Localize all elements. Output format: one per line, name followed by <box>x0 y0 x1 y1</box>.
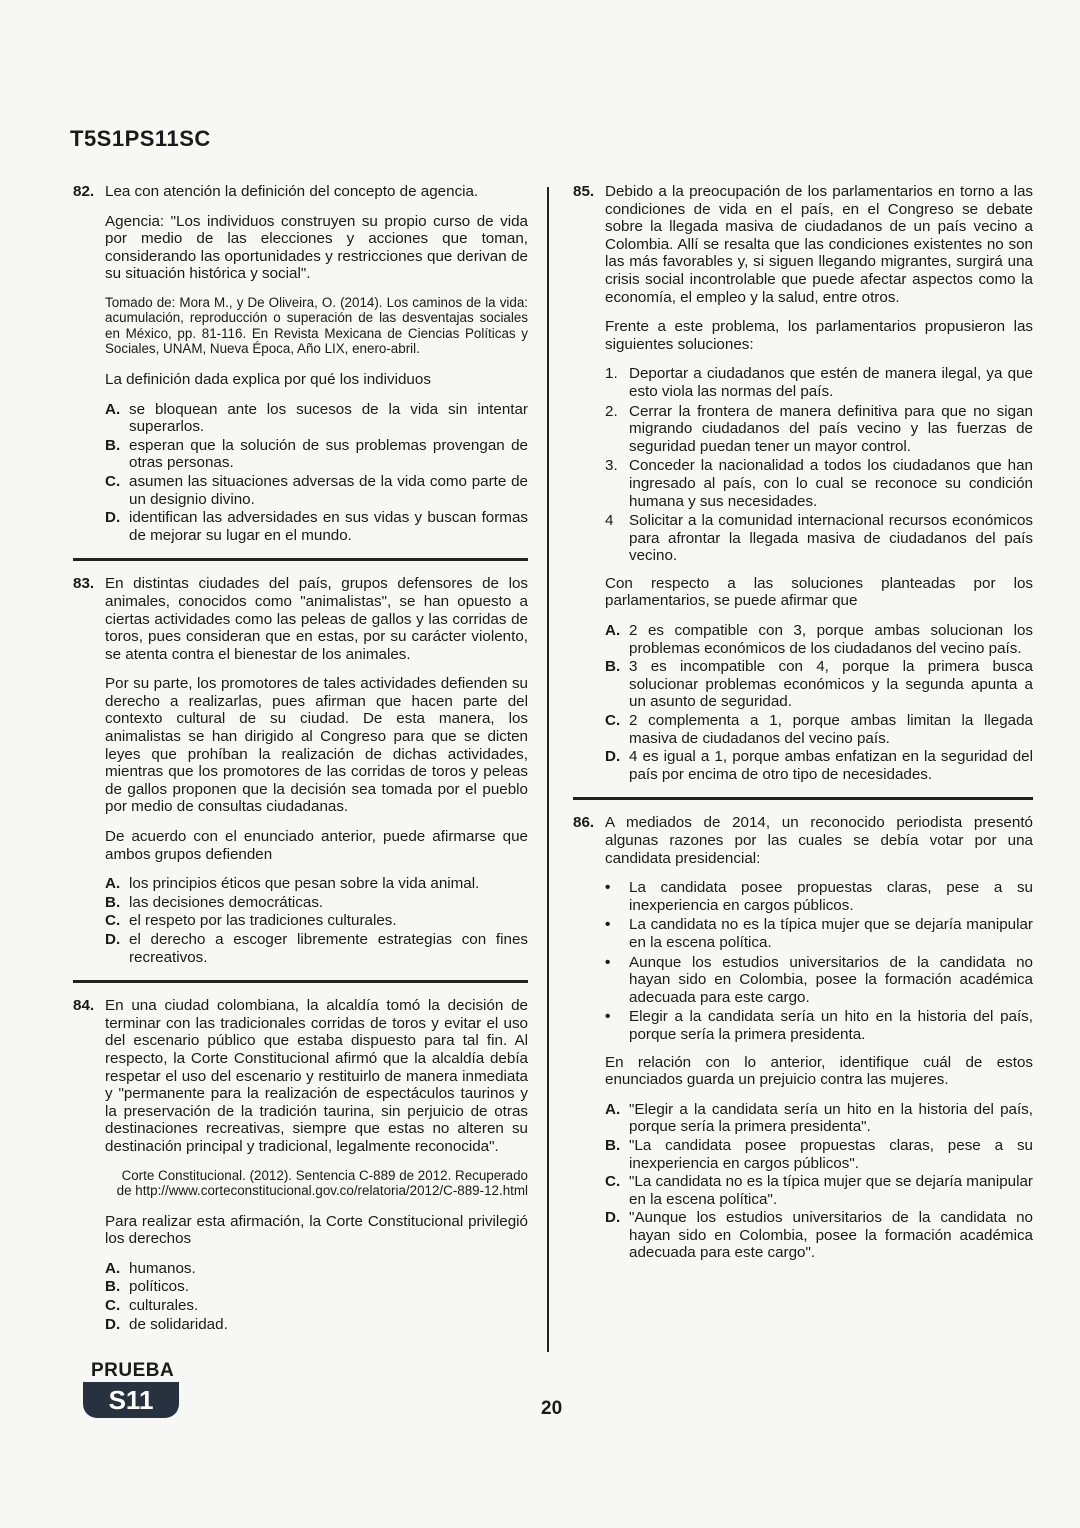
question-paragraph: Por su parte, los promotores de tales actividades defienden su derecho a realizarlas, pues afirman que hacen parte del contexto cultural de su ciudad. De esta manera, los animalistas se han dirigido al Congreso para que se dicten leyes que prohíban la realización de dichas actividades, mientras que los promotores de las corridas de toros y peleas de gallos proponen que la decisión sea tomada por el pueblo por medio de consultas ciudadanas. <box>105 675 528 816</box>
question-84 <box>73 997 528 1333</box>
question-stem: En relación con lo anterior, identifique cuál de estos enunciados guarda un prejuicio contra las mujeres. <box>605 1053 1033 1089</box>
test-code: T5S1PS11SC <box>70 126 211 151</box>
question-stem: Para realizar esta afirmación, la Corte Constitucional privilegió los derechos <box>105 1212 528 1248</box>
left-column <box>73 183 528 1334</box>
definition-quote: Agencia: "Los individuos construyen su propio curso de vida por medio de las elecciones y acciones que toman, considerando las oportunidades y restricciones que derivan de su situación histórica y social". <box>105 212 528 283</box>
reason-bullet: • La candidata no es la típica mujer que se dejaría manipular en la escena política. <box>605 916 1033 951</box>
page-number: 20 <box>541 1398 563 1419</box>
question-86 <box>573 814 1033 1262</box>
section-divider <box>573 797 1033 800</box>
option-d: D. el derecho a escoger libremente estrategias con fines recreativos. <box>105 931 528 966</box>
question-number: 83. <box>73 575 95 593</box>
option-b: B. "La candidata posee propuestas claras, pese a su inexperiencia en cargos públicos". <box>605 1136 1033 1172</box>
option-a: A. los principios éticos que pesan sobre la vida animal. <box>105 875 480 893</box>
column-divider <box>547 187 549 1352</box>
question-stem: De acuerdo con el enunciado anterior, puede afirmarse que ambos grupos defienden <box>105 828 528 863</box>
question-paragraph: A mediados de 2014, un reconocido periodista presentó algunas razones por las cuales se debía votar por una candidata presidencial: <box>605 814 1033 867</box>
question-83 <box>73 575 528 966</box>
option-a: A. se bloquean ante los sucesos de la vida sin intentar superarlos. <box>105 400 528 436</box>
solution-item: 4 Solicitar a la comunidad internacional recursos económicos para afrontar la llegada masiva de ciudadanos del país vecino. <box>605 512 1033 565</box>
source-citation: Tomado de: Mora M., y De Oliveira, O. (2014). Los caminos de la vida: acumulación, reproducción o superación de las desventajas sociales en México, pp. 81-116. En Revista Mexicana de Ciencias Políticas y Sociales, UNAM, Nueva Época, Año LIX, enero-abril. <box>105 294 528 357</box>
question-paragraph: Frente a este problema, los parlamentarios propusieron las siguientes soluciones: <box>605 318 1033 353</box>
option-a: A. humanos. <box>105 1259 196 1277</box>
question-number: 86. <box>573 814 595 832</box>
option-d: D. 4 es igual a 1, porque ambas enfatizan en la seguridad del país por encima de otro tipo de necesidades. <box>605 748 1033 783</box>
question-paragraph: Debido a la preocupación de los parlamentarios en torno a las condiciones de vida en el país, en el Congreso se debate sobre la llegada masiva de ciudadanos de un país vecino a Colombia. Allí se resalta que las condiciones existentes no son las más favorables y, si siguen llegando migrantes, surgirá una crisis social incontrolable que puede afectar aspectos como la economía, el empleo y la salud, entre otros. <box>605 183 1033 306</box>
question-stem: La definición dada explica por qué los individuos <box>105 370 431 388</box>
option-c: C. "La candidata no es la típica mujer que se dejaría manipular en la escena política". <box>605 1173 1033 1208</box>
question-stem: Con respecto a las soluciones planteadas por los parlamentarios, se puede afirmar que <box>605 574 1033 610</box>
prueba-label: PRUEBA <box>91 1360 175 1381</box>
section-divider <box>73 558 528 561</box>
option-c: C. el respeto por las tradiciones culturales. <box>105 912 397 930</box>
question-paragraph: En una ciudad colombiana, la alcaldía tomó la decisión de terminar con las tradicionales corridas de toros y evitar el uso del escenario público que estaba dispuesto para tal fin. Al respecto, la Corte Constitucional afirmó que la alcaldía debía respetar el uso del escenario y restituirlo de manera inmediata y "permanente para la realización de espectáculos taurinos y la preservación de la tradición taurina, sin perjuicio de otras destinaciones recreativas, siempre que estas no alteren su destinación principal y tradicional, legalmente reconocida". <box>105 997 528 1155</box>
right-column <box>573 183 1033 1263</box>
reason-bullet: • La candidata posee propuestas claras, pese a su inexperiencia en cargos públicos. <box>605 879 1033 914</box>
question-82 <box>73 183 528 544</box>
question-number: 82. <box>73 183 95 200</box>
option-d: D. de solidaridad. <box>105 1315 228 1333</box>
solution-item: 2. Cerrar la frontera de manera definitiva para que no sigan migrando ciudadanos del país vecino y las fuerzas de seguridad puedan tener un mayor control. <box>605 402 1033 455</box>
reason-bullet: • Aunque los estudios universitarios de la candidata no hayan sido en Colombia, posee la formación académica adecuada para este cargo. <box>605 953 1033 1006</box>
question-85 <box>573 183 1033 783</box>
question-number: 85. <box>573 183 595 200</box>
option-b: B. esperan que la solución de sus problemas provengan de otras personas. <box>105 436 528 472</box>
solution-item: 1. Deportar a ciudadanos que estén de manera ilegal, ya que esto viola las normas del país. <box>605 365 1033 400</box>
reason-bullet: • Elegir a la candidata sería un hito en la historia del país, porque sería la primera presidenta. <box>605 1008 1033 1043</box>
question-number: 84. <box>73 997 95 1015</box>
solution-item: 3. Conceder la nacionalidad a todos los ciudadanos que han ingresado al país, con lo cual se reconoce su condición humana y sus necesidades. <box>605 457 1033 510</box>
option-b: B. 3 es incompatible con 4, porque la primera busca solucionar problemas económicos y la segunda apunta a un asunto de seguridad. <box>605 658 1033 711</box>
option-a: A. 2 es compatible con 3, porque ambas solucionan los problemas económicos de los ciudadanos del vecino país. <box>605 622 1033 657</box>
option-d: D. "Aunque los estudios universitarios de la candidata no hayan sido en Colombia, posee la formación académica adecuada para este cargo". <box>605 1209 1033 1262</box>
option-c: C. asumen las situaciones adversas de la vida como parte de un designio divino. <box>105 472 528 508</box>
question-paragraph: En distintas ciudades del país, grupos defensores de los animales, conocidos como "animalistas", se han opuesto a ciertas actividades como las peleas de gallos y las corridas de toros, pues consideran que en estas, por su carácter violento, se atenta contra el bienestar de los animales. <box>105 575 528 663</box>
question-prompt: Lea con atención la definición del concepto de agencia. <box>105 183 479 200</box>
option-d: D. identifican las adversidades en sus vidas y buscan formas de mejorar su lugar en el mundo. <box>105 509 528 544</box>
section-divider <box>73 980 528 983</box>
option-b: B. políticos. <box>105 1278 189 1296</box>
source-citation: Corte Constitucional. (2012). Sentencia C-889 de 2012. Recuperado de http://www.corteconstitucional.gov.co/relatoria/2012/C-889-12.html <box>116 1167 528 1199</box>
option-a: A. "Elegir a la candidata sería un hito en la historia del país, porque sería la primera presidenta". <box>605 1100 1033 1136</box>
test-badge: S11 <box>83 1382 179 1418</box>
option-c: C. culturales. <box>105 1296 199 1314</box>
option-b: B. las decisiones democráticas. <box>105 893 324 911</box>
option-c: C. 2 complementa a 1, porque ambas limitan la llegada masiva de ciudadanos del vecino país. <box>605 712 1033 747</box>
